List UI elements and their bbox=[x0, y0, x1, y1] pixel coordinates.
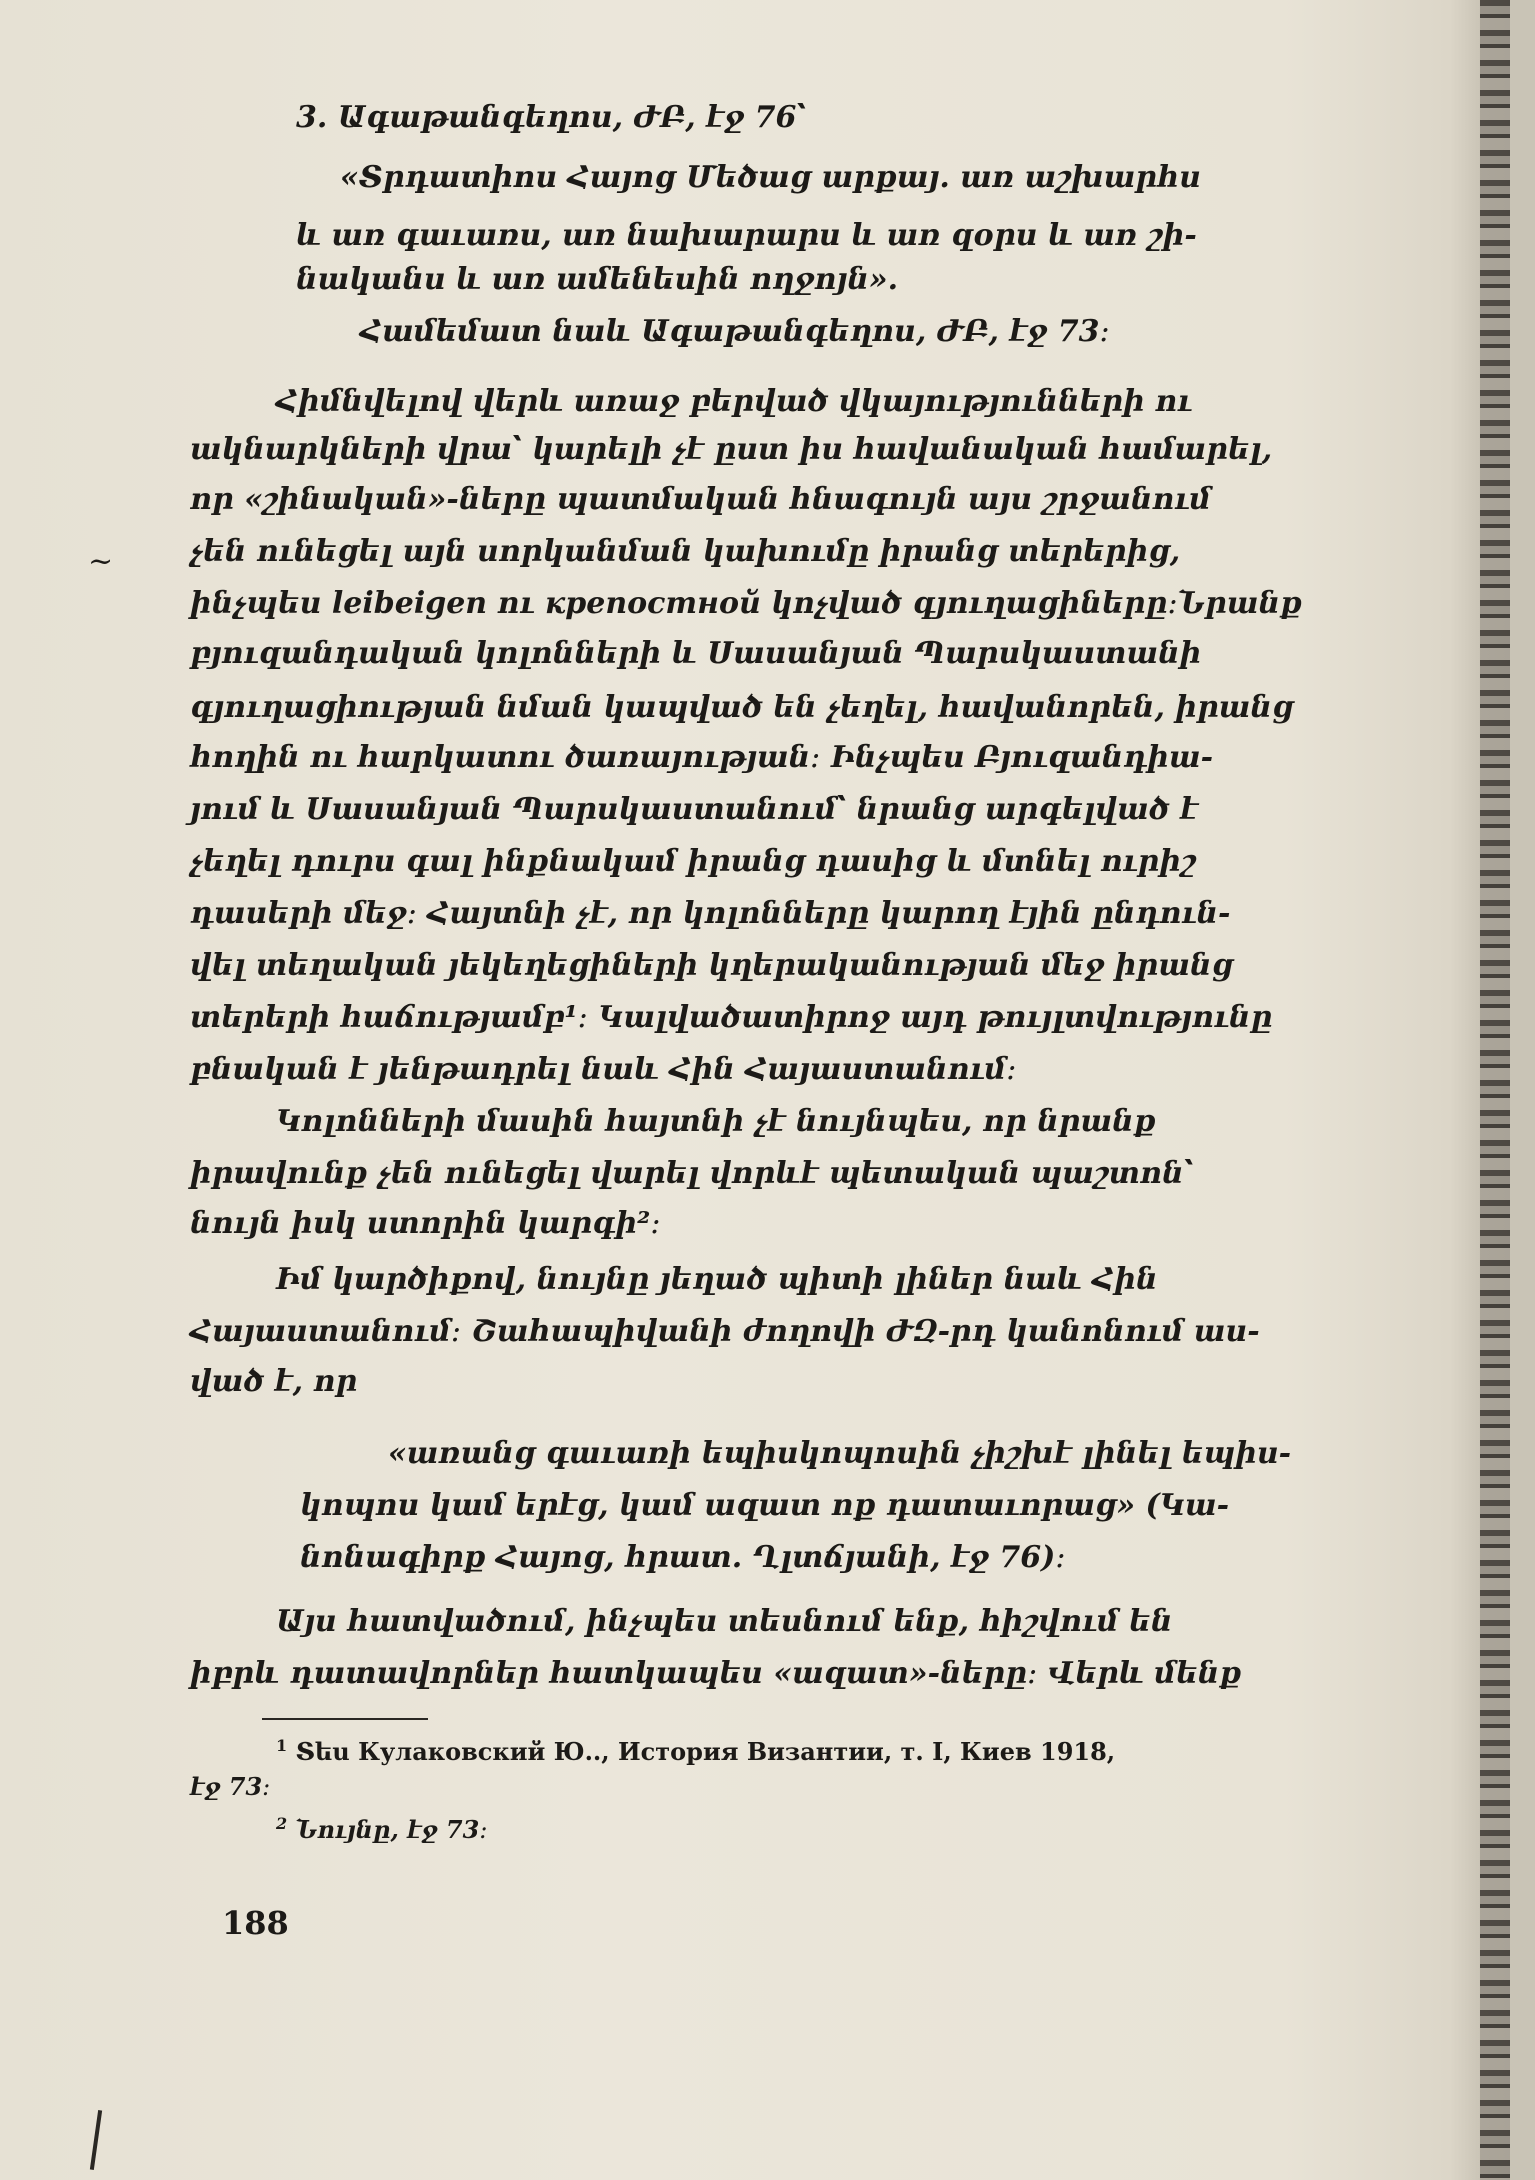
paragraph4-line: իբրև դատավորներ հատկապես «ազատ»-ները։ Վերև մենք bbox=[190, 1656, 1242, 1691]
footnote-separator bbox=[262, 1718, 428, 1720]
quote1-line: «Տրդատիոս Հայոց Մեծաց արքայ. առ աշխարհս bbox=[340, 160, 1201, 195]
paragraph1-line: գյուղացիության նման կապված են չեղել, հավանորեն, իրանց bbox=[190, 690, 1294, 725]
paragraph2-line: Կոլոնների մասին հայտնի չէ նույնպես, որ նրանք bbox=[276, 1104, 1156, 1139]
paragraph1-line: դասերի մեջ։ Հայտնի չէ, որ կոլոնները կարող էյին ընդուն- bbox=[190, 896, 1231, 931]
quote1-compare: Համեմատ նաև Ագաթանգեղոս, ԺԲ, էջ 73։ bbox=[360, 314, 1110, 349]
paragraph2-line: իրավունք չեն ունեցել վարել վորևէ պետական պաշտոն՝ bbox=[190, 1156, 1194, 1191]
paragraph2-line: նույն իսկ ստորին կարգի²։ bbox=[190, 1206, 661, 1241]
footnote-1-marker: 1 bbox=[276, 1736, 288, 1755]
book-binding-edge bbox=[1480, 0, 1510, 2180]
footnote-2-marker: 2 bbox=[276, 1814, 288, 1833]
paragraph1-line: վել տեղական յեկեղեցիների կղերականության մեջ իրանց bbox=[190, 948, 1233, 983]
quote2-line: «առանց գաւառի եպիսկոպոսին չիշխէ լինել եպիս- bbox=[388, 1436, 1292, 1471]
quote2-line: կոպոս կամ երէց, կամ ազատ ոք դատաւորաց» (Կա- bbox=[300, 1488, 1230, 1523]
footnote-1 bbox=[276, 1736, 1115, 1766]
paragraph1-line: ինչպես leibeigen ու крепостной կոչված գյուղացիները։Նրանք bbox=[190, 586, 1303, 621]
footnote-1-text: Տես Кулаковский Ю.., История Византии, т. I, Киев 1918, bbox=[295, 1737, 1116, 1766]
paragraph1-line: տերերի հաճությամբ¹։ Կալվածատիրոջ այդ թույլտվությունը bbox=[190, 1000, 1273, 1035]
paragraph1-line: յում և Սասանյան Պարսկաստանում՝ նրանց արգելված է bbox=[190, 792, 1199, 827]
footnote-2 bbox=[276, 1814, 488, 1844]
paragraph1-line: բնական է յենթադրել նաև Հին Հայաստանում։ bbox=[190, 1052, 1017, 1087]
quote2-line: նոնագիրք Հայոց, հրատ. Ղլտճյանի, էջ 76)։ bbox=[300, 1540, 1066, 1575]
quote1-line: և առ գաւառս, առ նախարարս և առ զօրս և առ շի- bbox=[296, 218, 1197, 253]
paragraph1-line: բյուզանդական կոլոնների և Սասանյան Պարսկաստանի bbox=[190, 636, 1202, 671]
paragraph3-line: Իմ կարծիքով, նույնը յեղած պիտի լիներ նաև Հին bbox=[276, 1262, 1158, 1297]
page-number: 188 bbox=[222, 1904, 289, 1942]
margin-pencil-mark: ~ bbox=[88, 544, 114, 579]
paragraph1-line: հողին ու հարկատու ծառայության։ Ինչպես Բյուզանդիա- bbox=[190, 740, 1214, 775]
paragraph1-line: որ «շինական»-ները պատմական հնագույն այս շրջանում bbox=[190, 482, 1212, 517]
paragraph3-line: ված է, որ bbox=[190, 1364, 358, 1399]
paragraph1-line: չեղել դուրս գալ ինքնակամ իրանց դասից և մտնել ուրիշ bbox=[190, 844, 1196, 879]
footnote-1-continuation: էջ 73։ bbox=[190, 1772, 271, 1801]
paragraph3-line: Հայաստանում։ Շահապիվանի ժողովի ԺԶ-րդ կանոնում աս- bbox=[190, 1314, 1260, 1349]
paragraph4-line: Այս հատվածում, ինչպես տեսնում ենք, հիշվում են bbox=[276, 1604, 1173, 1639]
paragraph1-line: Հիմնվելով վերև առաջ բերված վկայությունների ու bbox=[276, 384, 1193, 419]
margin-pencil-stroke bbox=[90, 2110, 102, 2170]
quote1-citation: 3. Ագաթանգեղոս, ԺԲ, էջ 76՝ bbox=[296, 100, 807, 135]
quote1-line: նականս և առ ամենեսին ողջոյն». bbox=[296, 262, 899, 297]
paragraph1-line: ակնարկների վրա՝ կարելի չէ ըստ իս հավանական համարել, bbox=[190, 432, 1273, 467]
paragraph1-line: չեն ունեցել այն սորկանման կախումը իրանց տերերից, bbox=[190, 534, 1181, 569]
footnote-2-text: Նույնը, էջ 73։ bbox=[295, 1815, 488, 1844]
